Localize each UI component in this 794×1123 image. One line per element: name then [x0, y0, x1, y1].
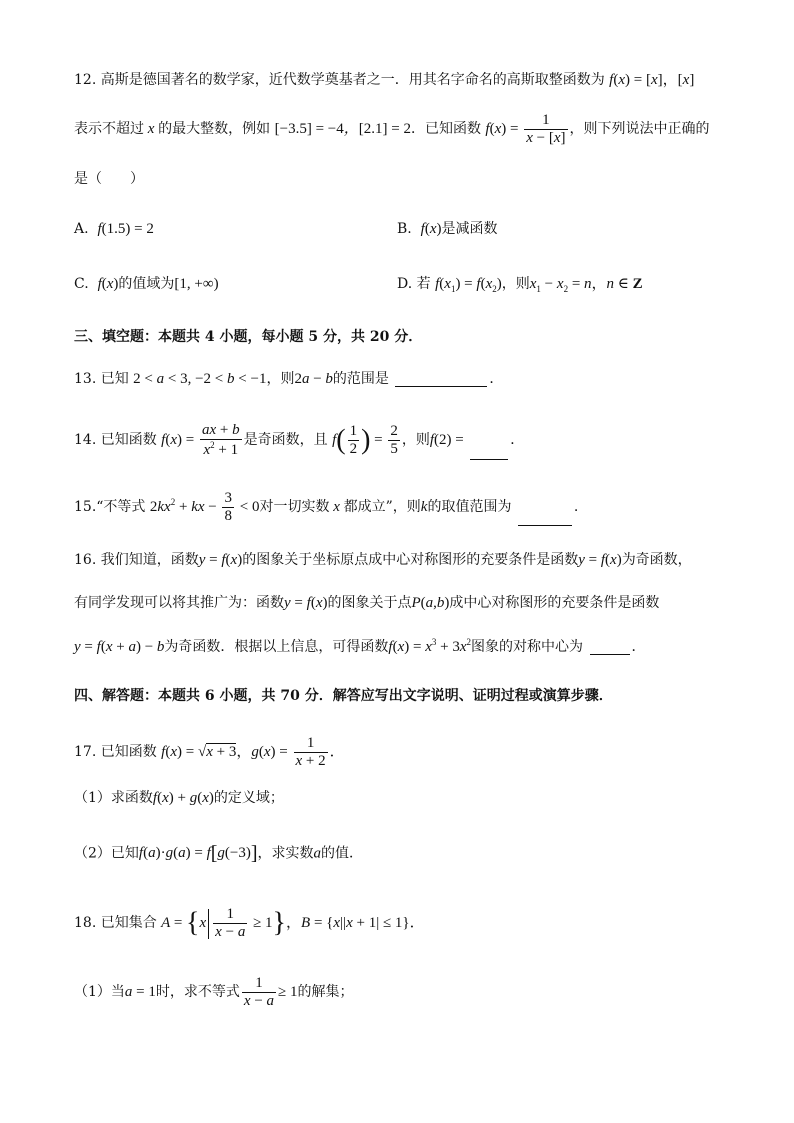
q17-text: 的值． — [321, 845, 364, 862]
option-c-interval: [1, +∞) — [174, 276, 219, 292]
q12-option-c — [74, 277, 219, 292]
q15-var-k: k — [420, 499, 428, 516]
q16-text: 的图象关于点 — [327, 595, 412, 611]
q15: 15.“不等式 $2kx^2$ + kx − $\frac{3}{8}$ < 0对一切实数 x 都成立”，则k的取值范围为 . — [74, 490, 579, 525]
q13-expr: 2a − b — [294, 371, 333, 387]
q17-math: f(a)·g(a) = f[g(−3)] — [138, 843, 258, 865]
option-label: C. — [74, 276, 89, 292]
q12-option-d — [397, 277, 643, 294]
q15-inequality: $2kx^2$ + kx − $\frac{3}{8}$ < 0 — [149, 490, 260, 525]
q14-answer-blank[interactable] — [470, 459, 508, 460]
option-c-text: 的值域为 — [118, 276, 175, 292]
q18-inequality: $\frac{1}{x - a}$ ≥ 1 — [243, 975, 298, 1010]
q16-function: $f(x) = x^3 + 3x^2$ — [388, 637, 472, 655]
q16-line3: y = f(x + a) − b为奇函数．根据以上信息，可得函数$f(x) = x^3 + 3x^2$图象的对称中心为 ． — [74, 637, 646, 655]
option-b-text: 是减函数 — [441, 221, 498, 237]
q12-text: 表示不超过 — [74, 121, 144, 138]
q16-math: y = f(x) — [578, 552, 622, 568]
q15-text: 的取值范围为 — [427, 499, 512, 516]
q15-number: 15. — [74, 499, 97, 516]
q12-function: f(x) = $\frac{1}{x - [x]}$ — [485, 112, 566, 147]
q18-sets: A = {x $\frac{1}{x - a}$ ≥ 1}，B = {x||x + 1| ≤ 1}． — [161, 906, 425, 941]
q16-number: 16. — [74, 552, 97, 568]
q13-text: 已知 — [100, 371, 129, 387]
q18-text: 时，求不等式 — [155, 984, 240, 1001]
q12-text: 高斯是德国著名的数学家，近代数学奠基者之一．用其名字命名的高斯取整函数为 — [100, 72, 605, 88]
q15-text: “不等式 — [96, 499, 146, 516]
q14-target: f(2) = — [429, 432, 464, 449]
q16-math: y = f(x + a) − b — [74, 639, 165, 655]
q16-text: 为奇函数．根据以上信息，可得函数 — [164, 639, 389, 655]
q15-var-x: x — [329, 499, 344, 516]
q12-example: [−3.5] = −4，[2.1] = 2 — [274, 121, 411, 138]
q16-math: y = f(x) — [284, 595, 328, 611]
q16-text: 图象的对称中心为 — [471, 639, 584, 655]
q14-text: 已知函数 — [100, 432, 157, 449]
q16-line1 — [74, 553, 692, 568]
q17-part2 — [74, 844, 363, 864]
q12-line1 — [74, 73, 694, 88]
q16-line2 — [74, 596, 659, 611]
q17-math: f(x) + g(x) — [152, 790, 214, 806]
q14-function: f(x) = $\frac{ax + b}{x^2 + 1}$ — [161, 422, 240, 459]
q13-number: 13. — [74, 371, 97, 387]
q12-text: ．已知函数 — [410, 121, 481, 138]
q13-condition: 2 < a < 3, −2 < b < −1 — [133, 371, 267, 387]
q17-text: 已知函数 — [100, 744, 157, 761]
q16-point: P(a,b) — [411, 595, 450, 611]
q15-answer-blank[interactable] — [518, 525, 572, 526]
q18-text: 已知集合 — [100, 915, 157, 932]
q12-line2 — [74, 112, 710, 148]
option-d-math2: $x_1 - x_2 = n$，n ∈ Z — [529, 276, 643, 294]
q12-option-a — [74, 222, 154, 237]
q14-text: 是奇函数，且 — [243, 432, 328, 449]
option-c-math: f(x) — [97, 276, 119, 292]
q17-text: （1）求函数 — [74, 790, 153, 806]
option-a-math: f(1.5) = 2 — [97, 221, 154, 237]
q17-part1 — [74, 791, 284, 806]
q16-text: 成中心对称图形的充要条件是函数 — [449, 595, 660, 611]
q17-text: ，求实数 — [257, 845, 314, 862]
q16-text: 的图象关于坐标原点成中心对称图形的充要条件是函数 — [242, 552, 579, 568]
q16-answer-blank[interactable] — [590, 654, 630, 655]
q12-math-gauss: f(x) = [x]，[x] — [609, 72, 695, 88]
q17 — [74, 735, 345, 771]
section-4-heading: 四、解答题：本题共 6 小题，共 70 分．解答应写出文字说明、证明过程或演算步骤． — [74, 688, 613, 704]
option-label: D. — [397, 276, 413, 292]
q13-text: 的范围是 — [332, 371, 389, 387]
q18 — [74, 906, 425, 942]
q15-text: 都成立”，则 — [343, 499, 421, 516]
q13-text: ，则 — [266, 371, 295, 387]
q17-text: （2）已知 — [74, 845, 139, 862]
option-d-text: 若 — [416, 276, 431, 292]
q12-option-b — [397, 222, 498, 237]
q13: 13. 已知 2 < a < 3, −2 < b < −1，则2a − b的范围是 ． — [74, 371, 504, 387]
q18-number: 18. — [74, 915, 97, 932]
q17-number: 17. — [74, 744, 97, 761]
q17-functions: f(x) = √x + 3，g(x) = $\frac{1}{x + 2}$ ． — [161, 735, 345, 770]
q14-text: ，则 — [401, 432, 430, 449]
q14-number: 14. — [74, 432, 97, 449]
q16-math: y = f(x) — [198, 552, 243, 568]
q17-text: 的定义域； — [213, 790, 284, 806]
section-3-heading: 三、填空题：本题共 4 小题，每小题 5 分，共 20 分． — [74, 329, 423, 345]
q12-number: 12. — [74, 72, 97, 88]
q14-condition: f( $\frac{1}{2}$ ) = $\frac{2}{5}$ — [332, 423, 398, 458]
q16-text: 有同学发现可以将其推广为：函数 — [74, 595, 284, 611]
option-d-math: $f(x_1) = f(x_2)$ — [435, 276, 502, 294]
q12-text: ，则下列说法中正确的 — [569, 121, 710, 138]
q12-line3: 是（ ） — [74, 171, 144, 187]
option-b-math: f(x) — [420, 221, 442, 237]
option-d-text: ，则 — [501, 276, 530, 292]
q12-text: 的最大整数，例如 — [158, 121, 271, 138]
q18-part1 — [74, 975, 354, 1011]
q18-text: 的解集； — [297, 984, 354, 1001]
q13-answer-blank[interactable] — [395, 386, 487, 387]
q12-var-x: x — [144, 121, 159, 138]
option-label: A. — [74, 221, 89, 237]
q14: 14. 已知函数 f(x) = $\frac{ax + b}{x^2 + 1}$ 是奇函数，且 f( $\frac{1}{2}$ ) = $\frac{2}{5}$ ，则f(2) = ． — [74, 422, 525, 459]
q15-text: 对一切实数 — [259, 499, 330, 516]
q18-condition: a = 1 — [124, 984, 156, 1001]
q16-text: 我们知道，函数 — [100, 552, 199, 568]
q18-text: （1）当 — [74, 984, 125, 1001]
option-label: B. — [397, 221, 412, 237]
q17-var-a: a — [313, 845, 322, 862]
q16-text: 为奇函数， — [621, 552, 692, 568]
